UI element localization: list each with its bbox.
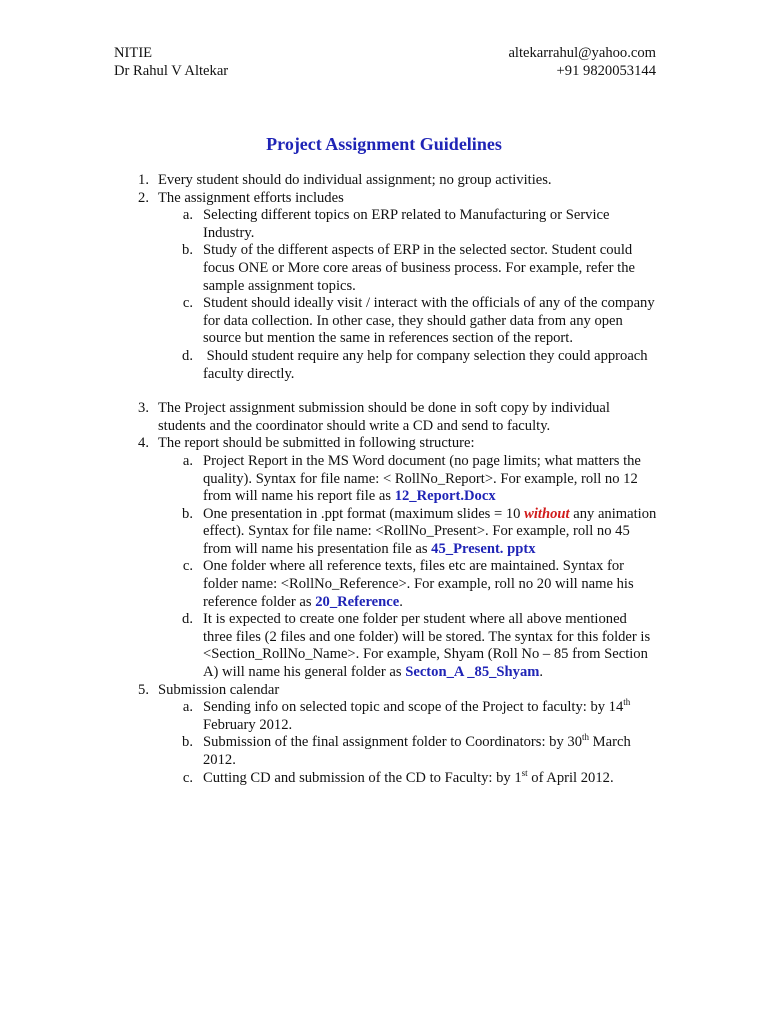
- sub-list-item: [114, 767, 659, 788]
- sub-item-text: [203, 506, 659, 559]
- sub-list-item: [114, 242, 659, 295]
- org-name: NITIE: [114, 45, 153, 61]
- spacer: [114, 383, 659, 400]
- sub-item-text: [203, 734, 659, 769]
- sub-item-text-body: Project Report in the MS Word document (no page limits; what matters the quality). Syntax for file name: < RollNo_Report>. For example, roll no 12 from will name his report file as: [203, 452, 641, 505]
- item-number: 3.: [138, 400, 149, 417]
- sub-item-text: [203, 453, 659, 506]
- sub-list-item: [114, 506, 659, 559]
- sub-item-text: [203, 558, 659, 611]
- sub-list-item: [114, 453, 659, 506]
- sub-item-text: [203, 611, 659, 681]
- sub-item-text: [203, 767, 659, 788]
- filename-highlight: 20_Reference: [315, 593, 400, 610]
- item-number: 1.: [138, 172, 149, 188]
- sub-item-letter: c.: [182, 769, 193, 786]
- sub-item-text-body: It is expected to create one folder per student where all above mentioned three files (2 files and one folder) will be stored. The syntax for this folder is <Section_RollNo_Name>. For example, Shyam (Roll No – 85 from Section A) will name his general folder as: [203, 611, 651, 681]
- sub-list-item: [114, 558, 659, 611]
- item-number: 2.: [138, 189, 149, 206]
- guidelines-list: [114, 172, 659, 787]
- list-item: [114, 435, 659, 453]
- item-text: Every student should do individual assignment; no group activities.: [158, 172, 552, 188]
- sub-item-text-body: Sending info on selected topic and scope of the Project to faculty: by 14: [203, 699, 624, 716]
- item-number: 5.: [138, 681, 149, 698]
- item-text: The Project assignment submission should be done in soft copy by individual students and the coordinator should write a CD and send to faculty.: [158, 400, 610, 434]
- sub-item-text-body: any animation effect). Syntax for file name: <RollNo_Present>. For example, roll no 45 from will name his presentation file as: [203, 505, 657, 557]
- header-row-1: [114, 44, 656, 62]
- document-title: Project Assignment Guidelines: [266, 134, 502, 154]
- list-item: [114, 400, 659, 435]
- sub-item-letter: a.: [182, 452, 193, 469]
- author-phone: +91 9820053144: [556, 63, 656, 79]
- sub-item-text-body: Cutting CD and submission of the CD to Faculty: by 1: [203, 769, 522, 786]
- sub-item-letter: a.: [182, 207, 193, 224]
- header-row-2: [114, 62, 656, 80]
- item-text: Submission calendar: [158, 681, 280, 698]
- sub-item-text-body: One folder where all reference texts, files etc are maintained. Syntax for folder name: <RollNo_Reference>. For example, roll no 20 will name his reference folder as: [203, 558, 634, 610]
- sub-item-text-tail: .: [539, 664, 544, 681]
- list-item: [114, 190, 659, 208]
- item-text: The assignment efforts includes: [158, 189, 344, 206]
- sub-item-letter: b.: [182, 734, 193, 751]
- item-text: The report should be submitted in following structure:: [158, 435, 475, 452]
- sub-item-text: [203, 348, 659, 383]
- sub-list-item: [114, 611, 659, 681]
- sub-list-item: [114, 734, 659, 769]
- sub-item-text-body: Submission of the final assignment folder to Coordinators: by 30: [203, 734, 582, 751]
- emphasis-text: without: [524, 505, 570, 522]
- item-number: 4.: [138, 435, 149, 452]
- sub-item-text-body: February 2012.: [203, 716, 293, 733]
- sub-item-text-body: of April 2012.: [527, 769, 614, 786]
- sub-list-item: [114, 348, 659, 383]
- sub-list-item: [114, 207, 659, 242]
- sub-item-text: Selecting different topics on ERP related to Manufacturing or Service Industry.: [203, 207, 610, 241]
- sub-item-text-body: Should student require any help for company selection they could approach faculty directly.: [203, 347, 648, 382]
- sub-item-letter: c.: [182, 558, 193, 575]
- ordinal-suffix: th: [623, 697, 631, 708]
- ordinal-suffix: th: [582, 732, 590, 743]
- list-item: [114, 682, 659, 700]
- sub-item-letter: d.: [182, 347, 193, 364]
- filename-highlight: 45_Present. pptx: [431, 540, 536, 557]
- sub-item-text: Student should ideally visit / interact with the officials of any of the company for data collection. In other case, they should gather data from any open source but mention the same in references section of the report.: [203, 295, 655, 347]
- list-item: [114, 172, 659, 190]
- sub-item-text: Study of the different aspects of ERP in the selected sector. Student could focus ONE or More core areas of business process. For example, refer the sample assignment topics.: [203, 242, 635, 294]
- sub-list-item: [114, 699, 659, 734]
- filename-highlight: Secton_A _85_Shyam: [405, 664, 540, 681]
- ordinal-suffix: st: [521, 767, 528, 778]
- sub-item-letter: d.: [182, 611, 193, 628]
- sub-item-text: [203, 699, 659, 734]
- author-name: Dr Rahul V Altekar: [114, 63, 229, 79]
- sub-item-text-tail: .: [399, 593, 403, 610]
- sub-item-text-body: One presentation in .ppt format (maximum slides = 10: [203, 505, 525, 522]
- filename-highlight: 12_Report.Docx: [394, 488, 496, 505]
- sub-item-letter: c.: [182, 295, 193, 312]
- sub-list-item: [114, 295, 659, 348]
- sub-item-letter: a.: [182, 699, 193, 716]
- document-header: [114, 44, 656, 80]
- sub-item-text-body: March 2012.: [203, 734, 631, 768]
- sub-item-letter: b.: [182, 505, 193, 522]
- sub-item-letter: b.: [182, 242, 193, 259]
- author-email: altekarrahul@yahoo.com: [508, 45, 656, 61]
